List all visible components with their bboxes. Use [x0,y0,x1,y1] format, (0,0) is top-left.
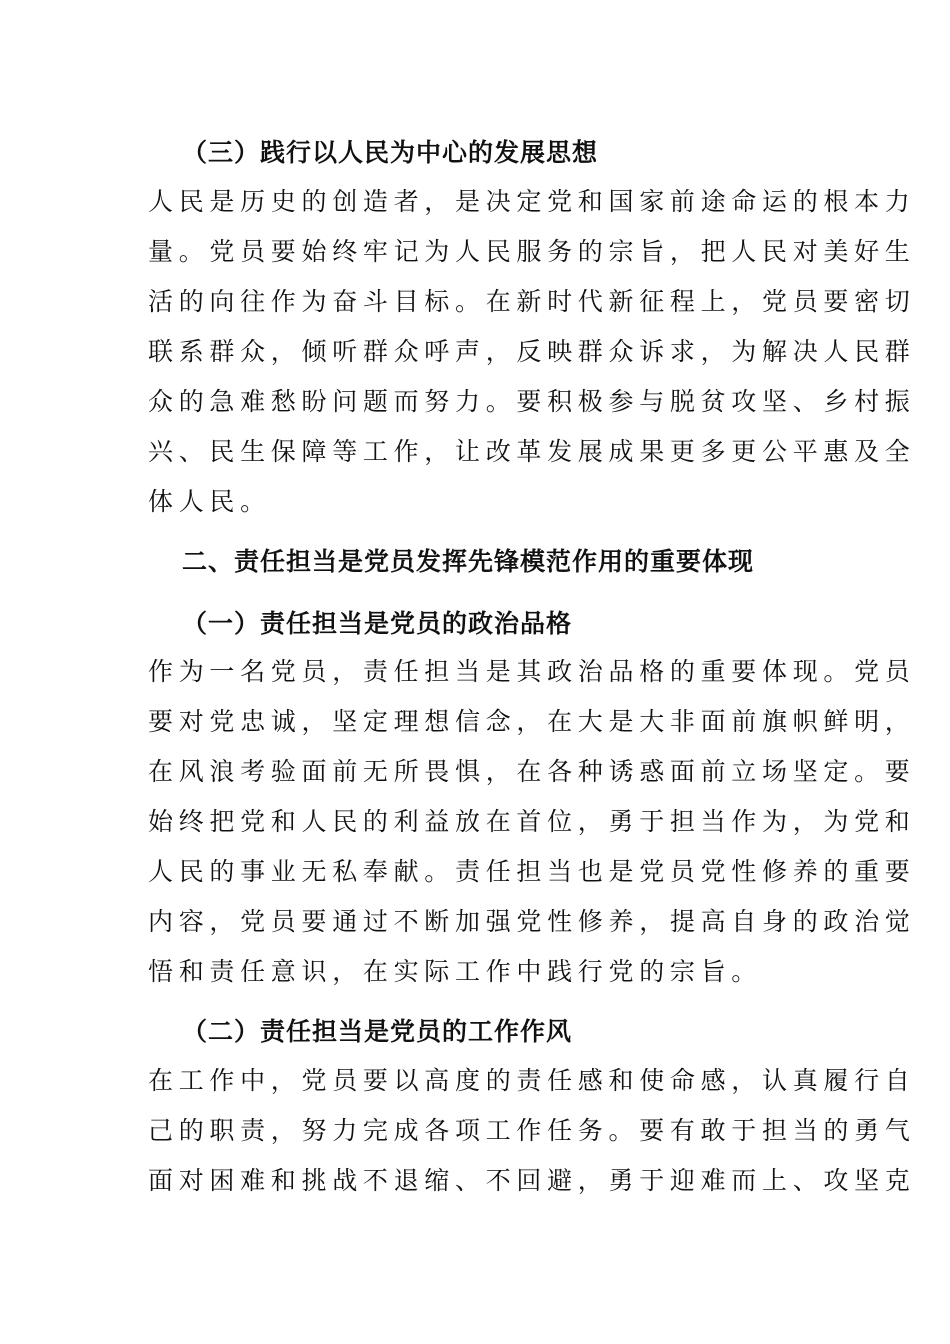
paragraph-line: 体人民。 [148,487,271,516]
paragraph-people-centered [148,177,916,527]
paragraph-line: 众的急难愁盼问题而努力。要积极参与脱贫攻坚、乡村振 [148,387,916,416]
paragraph-line: 在工作中，党员要以高度的责任感和使命感，认真履行自 [148,1066,916,1095]
paragraph-line: 人民是历史的创造者，是决定党和国家前途命运的根本力 [148,187,916,216]
chapter-heading-2: 二、责任担当是党员发挥先锋模范作用的重要体现 [182,547,755,576]
paragraph-line: 在风浪考验面前无所畏惧，在各种诱惑面前立场坚定。要 [148,757,916,786]
paragraph-line: 量。党员要始终牢记为人民服务的宗旨，把人民对美好生 [148,237,916,266]
paragraph-line: 活的向往作为奋斗目标。在新时代新征程上，党员要密切 [148,287,916,316]
paragraph-line: 兴、民生保障等工作，让改革发展成果更多更公平惠及全 [148,437,916,466]
paragraph-line: 己的职责，努力完成各项工作任务。要有敢于担当的勇气 [148,1116,916,1145]
paragraph-line: 要对党忠诚，坚定理想信念，在大是大非面前旗帜鲜明， [148,707,916,736]
section-heading-2-2: （二）责任担当是党员的工作作风 [182,1017,573,1046]
paragraph-line: 内容，党员要通过不断加强党性修养，提高自身的政治觉 [148,907,916,936]
section-heading-2-1: （一）责任担当是党员的政治品格 [182,609,573,638]
paragraph-line: 人民的事业无私奉献。责任担当也是党员党性修养的重要 [148,857,916,886]
section-heading-3: （三）践行以人民为中心的发展思想 [182,138,599,167]
paragraph-line: 悟和责任意识，在实际工作中践行党的宗旨。 [148,957,763,986]
paragraph-work-style [148,1056,916,1206]
paragraph-line: 联系群众，倾听群众呼声，反映群众诉求，为解决人民群 [148,337,916,366]
paragraph-political-character [148,647,916,997]
paragraph-line: 始终把党和人民的利益放在首位，勇于担当作为，为党和 [148,807,916,836]
paragraph-line: 作为一名党员，责任担当是其政治品格的重要体现。党员 [148,657,916,686]
paragraph-line: 面对困难和挑战不退缩、不回避，勇于迎难而上、攻坚克 [148,1166,916,1195]
